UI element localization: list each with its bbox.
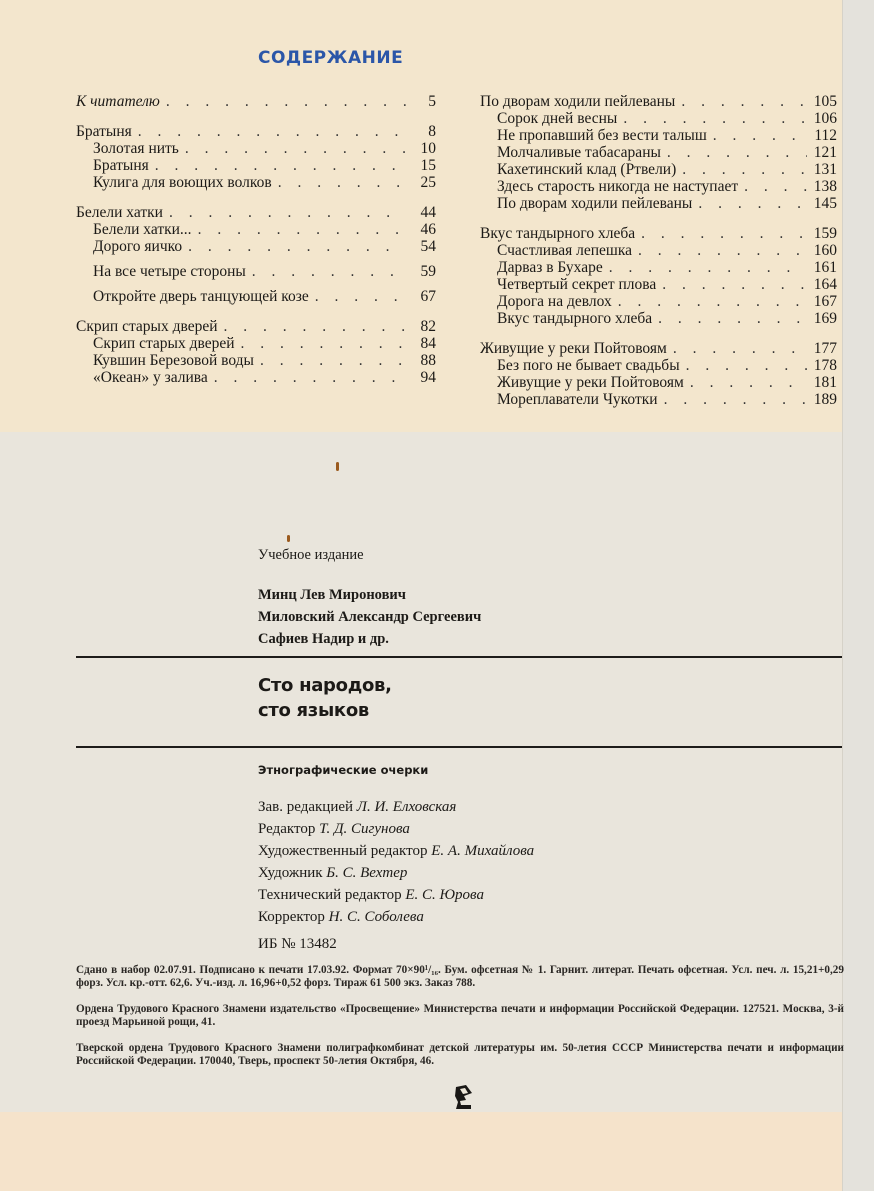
toc-page-number: 164	[813, 276, 837, 293]
toc-entry	[480, 340, 837, 357]
staff-role: Художник	[258, 865, 323, 881]
toc-leader-dots	[618, 293, 807, 310]
author: Миловский Александр Сергеевич	[258, 609, 482, 625]
toc-entry	[480, 225, 837, 242]
toc-subentry	[76, 352, 436, 369]
toc-page-number: 178	[813, 357, 837, 374]
staff-entry	[258, 818, 534, 840]
printer-info: Тверской ордена Трудового Красного Знамени полиграфкомбинат детской литературы им. 50-летия СССР Министерства печати и информации Российской Федерации. 170040, Тверь, проспект 50-летия Октября, 46.	[76, 1042, 844, 1067]
toc-page-number: 25	[420, 174, 436, 191]
toc-entry-title: Братыня	[76, 123, 132, 140]
toc-subentry	[480, 391, 837, 408]
toc-page-number: 94	[420, 369, 436, 386]
toc-subentry	[480, 357, 837, 374]
toc-subentry	[76, 140, 436, 157]
toc-entry-title: Кахетинский клад (Ртвели)	[497, 161, 677, 178]
toc-page-number: 15	[420, 157, 436, 174]
toc-page-number: 46	[420, 221, 436, 238]
toc-entry-title: Белели хатки	[76, 204, 163, 221]
toc-entry-title: Золотая нить	[93, 140, 179, 157]
publisher-info: Ордена Трудового Красного Знамени издательство «Просвещение» Министерства печати и информации Российской Федерации. 127521. Москва, 3-й проезд Марьиной рощи, 41.	[76, 1003, 844, 1028]
book-subtitle: Этнографические очерки	[258, 763, 429, 777]
toc-leader-dots	[682, 161, 807, 178]
toc-subentry	[76, 157, 436, 174]
toc-page-number: 88	[420, 352, 436, 369]
toc-subentry	[76, 288, 436, 305]
book-title-line: Сто народов,	[258, 675, 392, 696]
toc-leader-dots	[623, 110, 807, 127]
toc-entry-title: К читателю	[76, 93, 160, 110]
toc-leader-dots	[138, 123, 406, 140]
toc-leader-dots	[166, 93, 406, 110]
toc-page-number: 84	[420, 335, 436, 352]
toc-leader-dots	[638, 242, 807, 259]
paper-stain	[287, 535, 290, 542]
print-details: Сдано в набор 02.07.91. Подписано к печати 17.03.92. Формат 70×90¹/₁₆. Бум. офсетная № 1. Гарнит. литерат. Печать офсетная. Усл. печ. л. 15,21+0,29 форз. Усл. кр.-отт. 62,6. Уч.-изд. л. 16,96+0,52 форз. Тираж 61 500 экз. Заказ 788.	[76, 964, 844, 989]
toc-leader-dots	[260, 352, 406, 369]
toc-page-number: 121	[813, 144, 837, 161]
toc-leader-dots	[690, 374, 807, 391]
author: Сафиев Надир и др.	[258, 631, 389, 647]
toc-page-number: 10	[420, 140, 436, 157]
toc-entry-title: Четвертый секрет плова	[497, 276, 657, 293]
toc-page-number: 67	[420, 288, 436, 305]
toc-leader-dots	[673, 340, 807, 357]
toc-subentry	[76, 369, 436, 386]
toc-left-column	[76, 93, 436, 386]
toc-entry-title: Вкус тандырного хлеба	[480, 225, 636, 242]
toc-leader-dots	[641, 225, 807, 242]
toc-entry-title: Дорого яичко	[93, 238, 183, 255]
staff-entry	[258, 840, 534, 862]
toc-leader-dots	[198, 221, 406, 238]
toc-page-number: 82	[420, 318, 436, 335]
toc-leader-dots	[667, 144, 807, 161]
toc-leader-dots	[241, 335, 406, 352]
toc-entry-title: Молчаливые табасараны	[497, 144, 661, 161]
authors-list	[258, 584, 481, 650]
book-title-line: сто языков	[258, 700, 370, 721]
toc-entry	[76, 123, 436, 140]
toc-page-number: 161	[813, 259, 837, 276]
toc-leader-dots	[169, 204, 406, 221]
toc-subentry	[480, 178, 837, 195]
toc-leader-dots	[662, 276, 807, 293]
toc-entry-title: Мореплаватели Чукотки	[497, 391, 658, 408]
staff-role: Художественный редактор	[258, 843, 428, 859]
staff-entry	[258, 884, 534, 906]
staff-role: Зав. редакцией	[258, 799, 354, 815]
toc-entry-title: Братыня	[93, 157, 149, 174]
toc-subentry	[480, 259, 837, 276]
toc-subentry	[480, 374, 837, 391]
staff-name: Е. С. Юрова	[405, 887, 484, 903]
toc-leader-dots	[681, 93, 807, 110]
staff-entry	[258, 862, 534, 884]
toc-page-number: 167	[813, 293, 837, 310]
toc-subentry	[480, 161, 837, 178]
divider	[76, 656, 842, 658]
staff-role: Корректор	[258, 909, 325, 925]
toc-page-number: 159	[813, 225, 837, 242]
toc-subentry	[480, 276, 837, 293]
staff-entry	[258, 796, 534, 818]
toc-entry-title: Скрип старых дверей	[76, 318, 218, 335]
staff-name: Н. С. Соболева	[328, 909, 424, 925]
publisher-logo-icon	[452, 1084, 476, 1110]
staff-entry	[258, 906, 534, 928]
toc-page-number: 5	[428, 93, 436, 110]
toc-entry-title: Сорок дней весны	[497, 110, 618, 127]
toc-entry-title: «Океан» у залива	[93, 369, 208, 386]
toc-page-number: 105	[813, 93, 837, 110]
toc-entry-title: На все четыре стороны	[93, 263, 246, 280]
book-title	[258, 673, 392, 723]
toc-entry-title: Не пропавший без вести талыш	[497, 127, 707, 144]
toc-page-number: 177	[813, 340, 837, 357]
toc-page-number: 138	[813, 178, 837, 195]
toc-leader-dots	[713, 127, 807, 144]
toc-page-number: 44	[420, 204, 436, 221]
toc-entry-title: Живущие у реки Пойтовоям	[497, 374, 684, 391]
author: Минц Лев Миронович	[258, 587, 406, 603]
toc-entry-title: По дворам ходили пейлеваны	[480, 93, 676, 110]
toc-subentry	[76, 174, 436, 191]
toc-entry	[480, 93, 837, 110]
staff-name: Т. Д. Сигунова	[319, 821, 410, 837]
toc-page-number: 189	[813, 391, 837, 408]
toc-entry	[76, 204, 436, 221]
toc-subentry	[480, 144, 837, 161]
toc-page-number: 106	[813, 110, 837, 127]
paper-stain	[336, 462, 339, 471]
toc-leader-dots	[188, 238, 406, 255]
toc-leader-dots	[664, 391, 807, 408]
toc-page-number: 112	[814, 127, 837, 144]
toc-entry-title: Белели хатки...	[93, 221, 192, 238]
toc-leader-dots	[686, 357, 807, 374]
toc-leader-dots	[698, 195, 807, 212]
toc-leader-dots	[252, 263, 406, 280]
toc-page-number: 131	[813, 161, 837, 178]
toc-subentry	[76, 335, 436, 352]
staff-name: Е. А. Михайлова	[431, 843, 535, 859]
toc-subentry	[480, 310, 837, 327]
toc-entry-title: Откройте дверь танцующей козе	[93, 288, 309, 305]
toc-subentry	[480, 293, 837, 310]
edition-type: Учебное издание	[258, 547, 364, 563]
toc-entry-title: Без пого не бывает свадьбы	[497, 357, 680, 374]
toc-entry-title: Счастливая лепешка	[497, 242, 633, 259]
divider	[76, 746, 842, 748]
toc-leader-dots	[214, 369, 406, 386]
toc-page-number: 181	[813, 374, 837, 391]
toc-entry-title: Скрип старых дверей	[93, 335, 235, 352]
ib-number: ИБ № 13482	[258, 936, 337, 952]
toc-leader-dots	[155, 157, 406, 174]
toc-page-number: 145	[813, 195, 837, 212]
toc-entry-title: Кувшин Березовой воды	[93, 352, 254, 369]
staff-role: Редактор	[258, 821, 316, 837]
toc-page-number: 59	[420, 263, 436, 280]
toc-subentry	[480, 127, 837, 144]
toc-entry-title: Дорога на девлох	[497, 293, 612, 310]
staff-name: Л. И. Елховская	[356, 799, 457, 815]
page-edge	[842, 0, 874, 1191]
toc-title: СОДЕРЖАНИЕ	[258, 48, 404, 68]
page-background-bottom	[0, 1112, 842, 1191]
toc-entry	[76, 318, 436, 335]
toc-entry-title: Здесь старость никогда не наступает	[497, 178, 739, 195]
toc-leader-dots	[278, 174, 406, 191]
toc-subentry	[480, 242, 837, 259]
staff-role: Технический редактор	[258, 887, 402, 903]
toc-leader-dots	[609, 259, 807, 276]
toc-page-number: 8	[428, 123, 436, 140]
toc-subentry	[480, 195, 837, 212]
toc-entry-title: Живущие у реки Пойтовоям	[480, 340, 667, 357]
toc-leader-dots	[315, 288, 406, 305]
toc-subentry	[76, 238, 436, 255]
staff-list	[258, 796, 534, 928]
toc-entry-title: По дворам ходили пейлеваны	[497, 195, 693, 212]
toc-leader-dots	[658, 310, 807, 327]
toc-leader-dots	[224, 318, 406, 335]
toc-subentry	[480, 110, 837, 127]
toc-entry-title: Вкус тандырного хлеба	[497, 310, 653, 327]
toc-entry-title: Дарваз в Бухаре	[497, 259, 603, 276]
toc-subentry	[76, 221, 436, 238]
toc-right-column	[480, 93, 837, 408]
toc-page-number: 169	[813, 310, 837, 327]
toc-leader-dots	[185, 140, 406, 157]
staff-name: Б. С. Вехтер	[326, 865, 408, 881]
toc-entry-title: Кулига для воющих волков	[93, 174, 272, 191]
toc-entry	[76, 93, 436, 110]
toc-subentry	[76, 263, 436, 280]
toc-page-number: 54	[420, 238, 436, 255]
toc-leader-dots	[744, 178, 807, 195]
toc-page-number: 160	[813, 242, 837, 259]
